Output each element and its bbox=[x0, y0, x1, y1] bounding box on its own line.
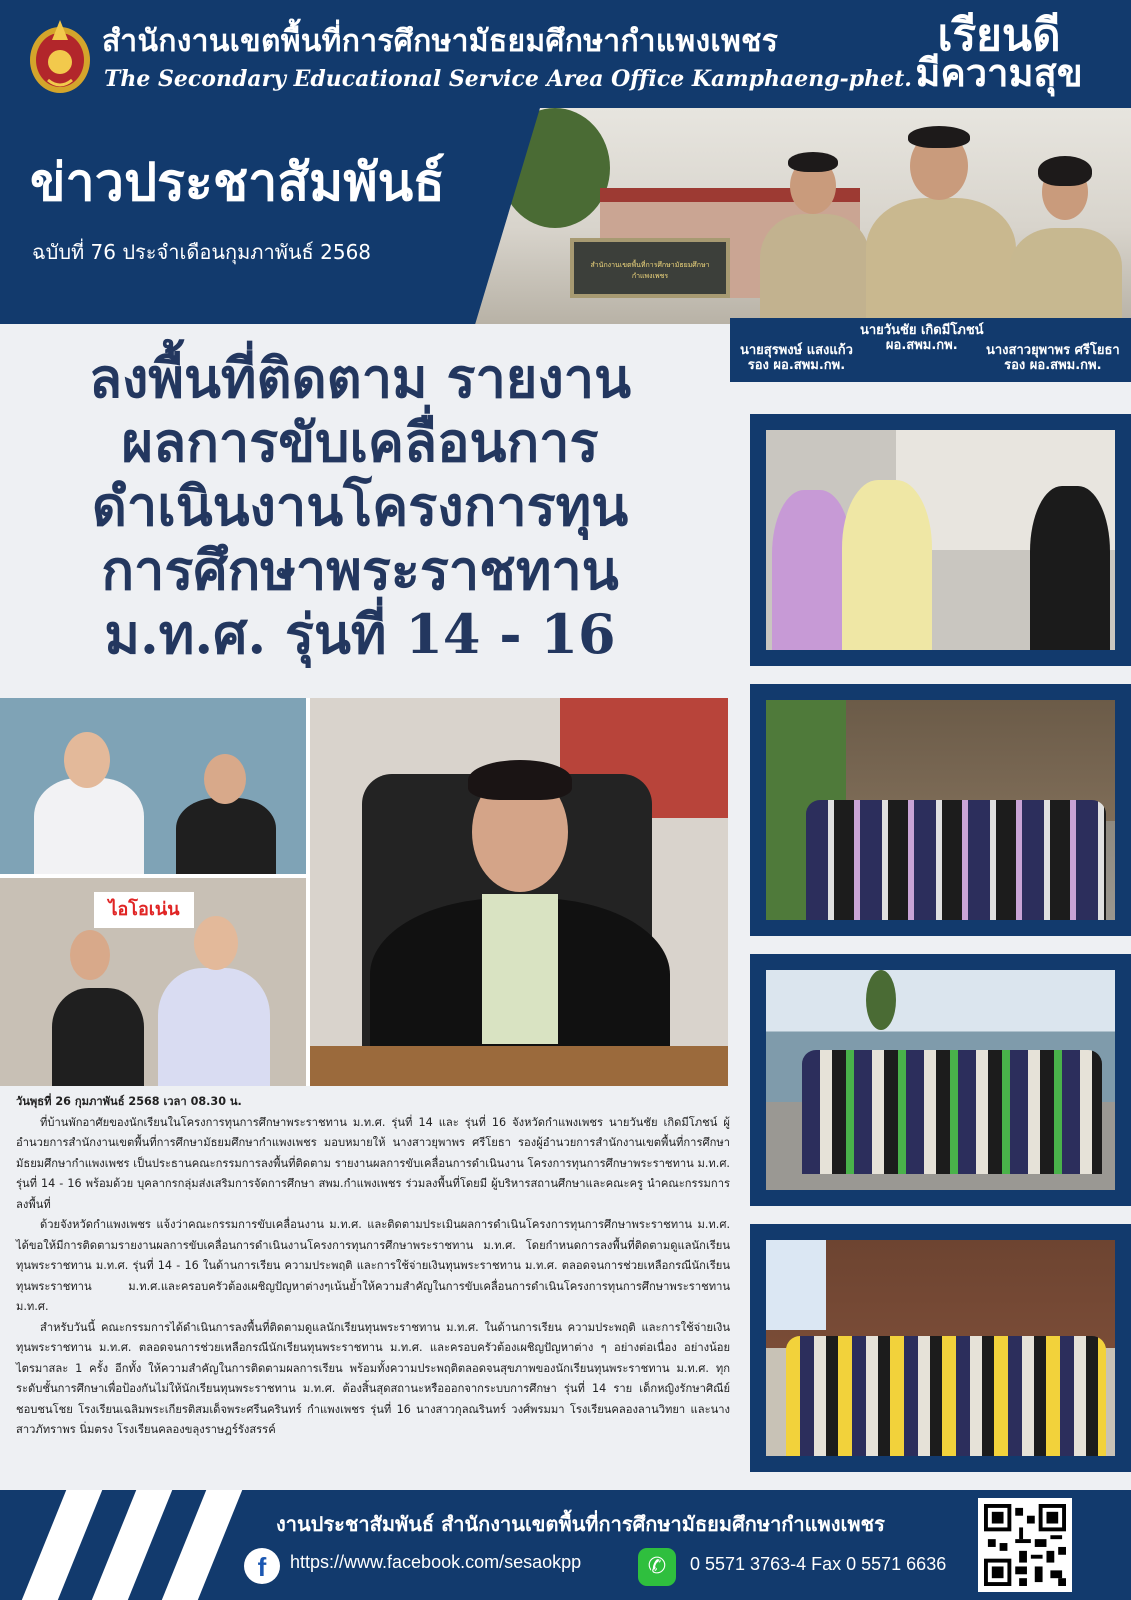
headline-line: การศึกษาพระราชทาน bbox=[101, 538, 619, 602]
executive-name: นายสุรพงษ์ แสงแก้ว bbox=[740, 343, 853, 358]
executive-caption-left bbox=[740, 344, 853, 374]
photo-home-visit-4 bbox=[750, 1224, 1131, 1472]
executive-name: นางสาวยุพาพร ศรีโยธา bbox=[986, 343, 1120, 358]
executive-left-hair bbox=[788, 152, 838, 172]
footer-stripe bbox=[84, 1490, 173, 1600]
footer-title: งานประชาสัมพันธ์ สำนักงานเขตพื้นที่การศึกษามัธยมศึกษากำแพงเพชร bbox=[276, 1512, 885, 1536]
facebook-icon[interactable]: f bbox=[244, 1548, 280, 1584]
phone-number: 0 5571 3763-4 Fax 0 5571 6636 bbox=[690, 1554, 947, 1574]
qr-code-icon bbox=[984, 1504, 1066, 1586]
student-top bbox=[34, 778, 144, 874]
desk bbox=[310, 1046, 728, 1086]
article-paragraph: ที่บ้านพักอาศัยของนักเรียนในโครงการทุนการศึกษาพระราชทาน ม.ท.ศ. รุ่นที่ 14 และ รุ่นที่ 16 จังหวัดกำแพงเพชร นายวันชัย เกิดมีโภชน์ ผู้อำนวยการสำนักงานเขตพื้นที่การศึกษามัธยมศึกษากำแพงเพชร มอบหมายให้ นางสาวยุพาพร ศรีโยธา รองผู้อำนวยการสำนักงานเขตพื้นที่การศึกษามัธยมศึกษากำแพงเพชร เป็นประธานคณะกรรมการลงพื้นที่ติดตาม รายงานผลการขับเคลื่อนการดำเนินงาน โครงการทุนการศึกษาพระราชทาน ม.ท.ศ. รุ่นที่ 14 - 16 พร้อมด้วย บุคลากรกลุ่มส่งเสริมการจัดการศึกษา สพม.กำแพงเพชร ร่วมลงพื้นที่โดยมี ผู้บริหารสถานศึกษาและคณะครู นำคณะกรรมการลงพื้นที่ bbox=[16, 1115, 730, 1211]
director-hair bbox=[468, 760, 572, 800]
student-visit-collage bbox=[0, 698, 310, 1086]
office-sign-text: สำนักงานเขตพื้นที่การศึกษามัธยมศึกษากำแพงเพชร bbox=[590, 261, 710, 280]
page-header bbox=[0, 0, 1131, 108]
headline-line: ดำเนินงานโครงการทุน bbox=[91, 474, 629, 538]
executive-right bbox=[1010, 228, 1122, 324]
headline-line: ม.ท.ศ. รุ่นที่ 14 - 16 bbox=[104, 602, 616, 666]
executive-names bbox=[730, 318, 1131, 382]
page-title: ข่าวประชาสัมพันธ์ bbox=[30, 153, 445, 213]
photo-home-visit-1 bbox=[750, 414, 1131, 666]
teacher-bottom bbox=[52, 988, 144, 1086]
phone-icon: ✆ bbox=[638, 1548, 676, 1586]
page-footer bbox=[0, 1490, 1131, 1600]
facebook-link[interactable]: https://www.facebook.com/sesaokpp bbox=[290, 1552, 582, 1572]
mp-div bbox=[0, 874, 310, 878]
executive-center bbox=[866, 198, 1016, 324]
director-blouse bbox=[482, 894, 558, 1044]
teacher-top-head bbox=[204, 754, 246, 804]
group bbox=[806, 800, 1106, 920]
slogan-line-1: เรียนดี bbox=[937, 10, 1061, 61]
photo-inner bbox=[766, 430, 1115, 650]
executive-role: ผอ.สพม.กพ. bbox=[885, 337, 958, 353]
headline-line: ผลการขับเคลื่อนการ bbox=[121, 410, 599, 474]
slogan bbox=[884, 10, 1114, 95]
footer-stripe bbox=[154, 1490, 243, 1600]
org-name-thai: สำนักงานเขตพื้นที่การศึกษามัธยมศึกษากำแพงเพชร bbox=[102, 24, 779, 59]
person bbox=[842, 480, 932, 650]
executive-caption-center bbox=[860, 324, 984, 354]
executive-role: รอง ผอ.สพม.กพ. bbox=[747, 357, 846, 373]
palm-tree bbox=[866, 970, 896, 1030]
teacher-bottom-head bbox=[70, 930, 110, 980]
garuda-emblem-logo bbox=[28, 10, 92, 96]
executive-name: นายวันชัย เกิดมีโภชน์ bbox=[860, 323, 984, 338]
footer-stripe bbox=[14, 1490, 103, 1600]
article-body bbox=[16, 1092, 730, 1441]
article-paragraph: สำหรับวันนี้ คณะกรรมการได้ดำเนินการลงพื้นที่ติดตามดูแลนักเรียนทุนพระราชทาน ม.ท.ศ. ในด้านการเรียน ความประพฤติ และการใช้จ่ายเงินทุนพระราชทาน ม.ท.ศ. ตลอดจนการช่วยเหลือกรณีนักเรียนทุนพระราชทาน ม.ท.ศ. และครอบครัวต้องเผชิญปัญหาต่าง ๆ อย่างต่อเนื่อง อย่างน้อยไตรมาสละ 1 ครั้ง อีกทั้ง ให้ความสำคัญในการติดตามผลการเรียน พร้อมทั้งความประพฤติตลอดจนสุขภาพของนักเรียนทุนพระราชทาน ม.ท.ศ. ทุกระดับชั้นการศึกษาเพื่อป้องกันไม่ให้นักเรียนทุนพระราชทาน ม.ท.ศ. ต้องสิ้นสุดสถานะหรือออกจากระบบการศึกษา รุ่นที่ 14 ราย เด็กหญิงรักษาศิณีย์ ชอบชนโชย โรงเรียนเฉลิมพระเกียรติสมเด็จพระศรีนครินทร์ กำแพงเพชร รุ่นที่ 16 นางสาวกุลณรินทร์ วงศ์พรมมา โรงเรียนคลองลานวิทยา และนางสาวภัทราพร นิ่มตรง โรงเรียนคลองขลุงราษฎร์รังสรรค์ bbox=[16, 1320, 730, 1436]
main-photo bbox=[0, 698, 728, 1086]
office-sign bbox=[570, 238, 730, 298]
person bbox=[1030, 486, 1110, 650]
executive-right-hair bbox=[1038, 156, 1092, 186]
executive-caption-right bbox=[986, 344, 1120, 374]
qr-code[interactable] bbox=[978, 1498, 1072, 1592]
student-bottom-head bbox=[194, 916, 238, 970]
executive-role: รอง ผอ.สพม.กพ. bbox=[1004, 357, 1102, 373]
executives-banner-photo bbox=[470, 108, 1131, 324]
executive-center-hair bbox=[908, 126, 970, 148]
executive-left bbox=[760, 214, 870, 324]
article-date: วันพุธที่ 26 กุมภาพันธ์ 2568 เวลา 08.30 น. bbox=[16, 1095, 242, 1108]
sky bbox=[766, 1240, 826, 1330]
student-bottom bbox=[158, 968, 270, 1086]
photo-inner bbox=[766, 1240, 1115, 1456]
photo-inner bbox=[766, 970, 1115, 1190]
person bbox=[772, 490, 852, 650]
org-name-english: The Secondary Educational Service Area Office Kamphaeng-phet. bbox=[104, 66, 912, 92]
photo-home-visit-2 bbox=[750, 684, 1131, 936]
group bbox=[802, 1050, 1102, 1174]
shop-sign: ไอโอเน่น bbox=[94, 892, 194, 928]
headline bbox=[0, 346, 720, 666]
headline-line: ลงพื้นที่ติดตาม รายงาน bbox=[88, 346, 632, 410]
photo-home-visit-3 bbox=[750, 954, 1131, 1206]
group bbox=[786, 1336, 1106, 1456]
photo-inner bbox=[766, 700, 1115, 920]
slogan-line-2: มีความสุข bbox=[915, 51, 1083, 95]
teacher-top bbox=[176, 798, 276, 874]
issue-number: ฉบับที่ 76 ประจำเดือนกุมภาพันธ์ 2568 bbox=[32, 240, 372, 264]
article-paragraph: ด้วยจังหวัดกำแพงเพชร แจ้งว่าคณะกรรมการขับเคลื่อนงาน ม.ท.ศ. และติดตามประเมินผลการดำเนินโครงการทุนการศึกษาพระราชทาน ม.ท.ศ. ได้ขอให้มีการติดตามรายงานผลการขับเคลื่อนการดำเนินงานโครงการทุนการศึกษาพระราชทาน ม.ท.ศ. โดยกำหนดการลงพื้นที่ติดตามดูแลนักเรียน ทุนพระราชทาน ม.ท.ศ. รุ่นที่ 14 - 16 ในด้านการเรียน ความประพฤติ และการใช้จ่ายเงินทุนพระราชทาน ม.ท.ศ. ตลอดจนการช่วยเหลือกรณีนักเรียนทุนพระราชทาน ม.ท.ศ.และครอบครัวต้องเผชิญปัญหาต่างๆเน้นย้ำให้ความสำคัญในการขับเคลื่อนการดำเนินโครงการทุนการศึกษาพระราชทาน ม.ท.ศ. bbox=[16, 1218, 730, 1313]
student-top-head bbox=[64, 732, 110, 788]
